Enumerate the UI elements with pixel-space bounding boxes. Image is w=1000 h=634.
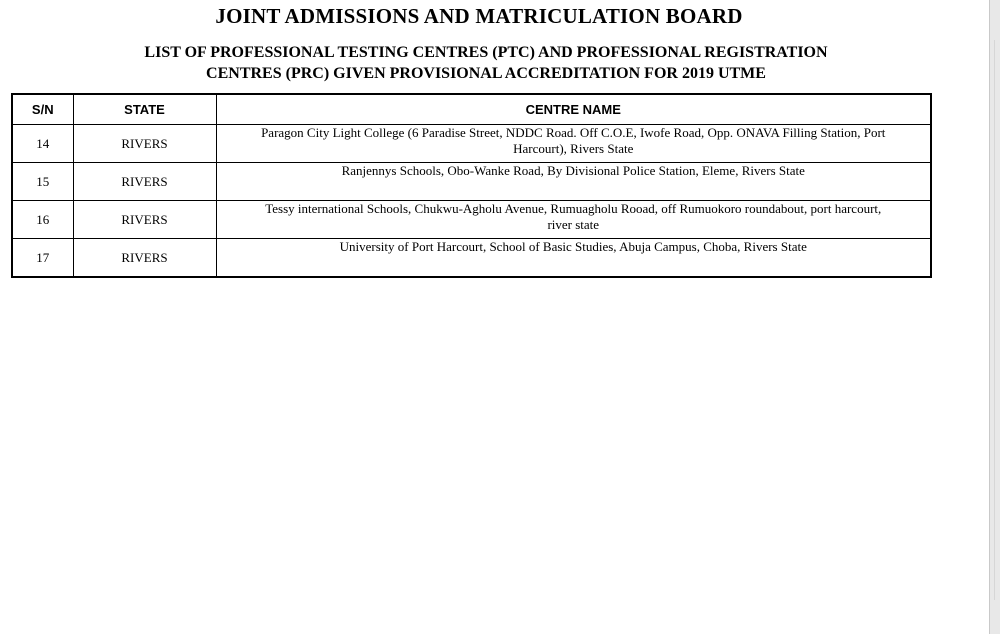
vertical-scrollbar[interactable] <box>989 0 1000 634</box>
cell-sn: 14 <box>12 125 73 163</box>
table-row <box>12 163 931 201</box>
centre-name-line-1: Paragon City Light College (6 Paradise Street, NDDC Road. Off C.O.E, Iwofe Road, Opp. ONAVA Filling Station, Port <box>261 125 886 140</box>
centre-name-line-1: Ranjennys Schools, Obo-Wanke Road, By Divisional Police Station, Eleme, Rivers State <box>341 163 805 178</box>
cell-state: RIVERS <box>73 239 216 278</box>
header-state: STATE <box>73 94 216 125</box>
subtitle-line-1: LIST OF PROFESSIONAL TESTING CENTRES (PTC) AND PROFESSIONAL REGISTRATION <box>144 44 828 61</box>
table-row <box>12 201 931 239</box>
subtitle-line-2: CENTRES (PRC) GIVEN PROVISIONAL ACCREDITATION FOR 2019 UTME <box>206 65 766 82</box>
centres-table <box>11 93 932 278</box>
centre-name-line-2: river state <box>547 217 600 232</box>
cell-state: RIVERS <box>73 201 216 239</box>
table-header-row <box>12 94 931 125</box>
centre-name-line-1: Tessy international Schools, Chukwu-Agholu Avenue, Rumuagholu Rooad, off Rumuokoro roundabout, port harcourt, <box>265 201 882 216</box>
table-row <box>12 239 931 278</box>
header-centre-name: CENTRE NAME <box>216 94 931 125</box>
cell-centre-name <box>216 163 931 201</box>
cell-state: RIVERS <box>73 163 216 201</box>
table-row <box>12 125 931 163</box>
cell-centre-name <box>216 125 931 163</box>
cell-centre-name <box>216 201 931 239</box>
centre-name-line-2: Harcourt), Rivers State <box>513 141 634 156</box>
cell-centre-name <box>216 239 931 278</box>
centre-name-line-1: University of Port Harcourt, School of Basic Studies, Abuja Campus, Choba, Rivers State <box>339 239 807 254</box>
cell-state: RIVERS <box>73 125 216 163</box>
cell-sn: 15 <box>12 163 73 201</box>
header-sn: S/N <box>12 94 73 125</box>
document-subtitle <box>0 42 972 84</box>
document-title: JOINT ADMISSIONS AND MATRICULATION BOARD <box>215 4 743 28</box>
scrollbar-track[interactable] <box>994 40 995 600</box>
cell-sn: 16 <box>12 201 73 239</box>
cell-sn: 17 <box>12 239 73 278</box>
